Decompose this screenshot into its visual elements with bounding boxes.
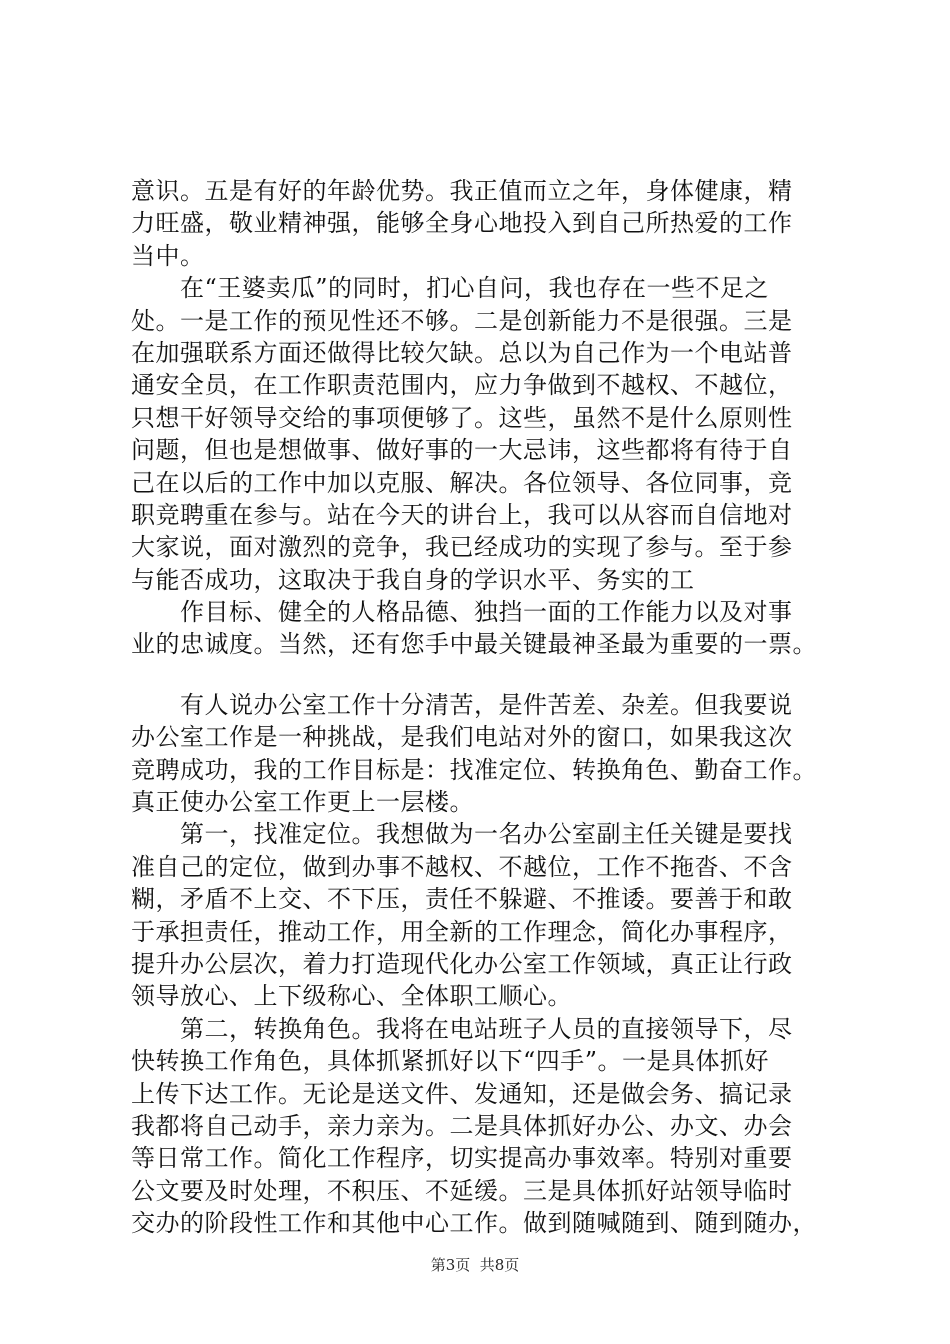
paragraph (131, 818, 856, 1012)
body-text (131, 175, 856, 1240)
text-line: 交办的阶段性工作和其他中心工作。做到随喊随到、随到随办， (131, 1209, 817, 1238)
paragraph (131, 1013, 856, 1240)
text-line: 竞聘成功，我的工作目标是：找准定位、转换角色、勤奋工作。 (131, 755, 817, 784)
text-line: 与能否成功，这取决于我自身的学识水平、务实的工 (131, 565, 695, 594)
text-line: 职竞聘重在参与。站在今天的讲台上，我可以从容而自信地对 (131, 500, 793, 529)
text-line: 当中。 (131, 241, 205, 270)
text-line: 第二，转换角色。我将在电站班子人员的直接领导下，尽 (131, 1014, 793, 1043)
text-line: 作目标、健全的人格品德、独挡一面的工作能力以及对事 (131, 598, 793, 627)
text-line: 准自己的定位，做到办事不越权、不越位，工作不拖沓、不含 (131, 852, 793, 881)
text-line: 在“王婆卖瓜”的同时，扪心自问，我也存在一些不足之 (131, 274, 770, 303)
text-line: 糊，矛盾不上交、不下压，责任不躲避、不推诿。要善于和敢 (131, 885, 793, 914)
paragraph (131, 689, 856, 819)
text-line: 只想干好领导交给的事项便够了。这些，虽然不是什么原则性 (131, 403, 793, 432)
text-line: 力旺盛，敬业精神强，能够全身心地投入到自己所热爱的工作 (131, 209, 793, 238)
text-line: 快转换工作角色，具体抓紧抓好以下“四手”。一是具体抓好 (131, 1047, 770, 1076)
text-line: 大家说，面对激烈的竞争，我已经成功的实现了参与。至于参 (131, 533, 793, 562)
text-line: 意识。五是有好的年龄优势。我正值而立之年，身体健康，精 (131, 177, 793, 205)
page-footer: 第3页 共8页 (430, 1256, 520, 1274)
text-line: 在加强联系方面还做得比较欠缺。总以为自己作为一个电站普 (131, 338, 793, 367)
text-line: 处。一是工作的预见性还不够。二是创新能力不是很强。三是 (131, 306, 793, 335)
text-line: 我都将自己动手，亲力亲为。二是具体抓好办公、办文、办会 (131, 1111, 793, 1140)
paragraph (131, 175, 856, 272)
text-line: 真正使办公室工作更上一层楼。 (131, 788, 474, 817)
text-line: 己在以后的工作中加以克服、解决。各位领导、各位同事，竞 (131, 468, 793, 497)
text-line: 业的忠诚度。当然，还有您手中最关键最神圣最为重要的一票。 (131, 630, 817, 659)
text-line: 等日常工作。简化工作程序，切实提高办事效率。特别对重要 (131, 1144, 793, 1173)
text-line: 于承担责任，推动工作，用全新的工作理念，简化办事程序， (131, 917, 793, 946)
text-line: 提升办公层次，着力打造现代化办公室工作领域，真正让行政 (131, 949, 793, 978)
paragraph (131, 272, 856, 596)
text-line: 第一，找准定位。我想做为一名办公室副主任关键是要找 (131, 820, 793, 849)
text-line: 通安全员，在工作职责范围内，应力争做到不越权、不越位， (131, 371, 793, 400)
paragraph-gap (131, 661, 856, 689)
text-line: 领导放心、上下级称心、全体职工顺心。 (131, 982, 572, 1011)
text-line: 公文要及时处理，不积压、不延缓。三是具体抓好站领导临时 (131, 1176, 793, 1205)
text-line: 上传下达工作。无论是送文件、发通知，还是做会务、搞记录 (131, 1079, 793, 1108)
text-line: 问题，但也是想做事、做好事的一大忌讳，这些都将有待于自 (131, 436, 793, 465)
text-line: 有人说办公室工作十分清苦，是件苦差、杂差。但我要说 (131, 690, 793, 719)
paragraph (131, 596, 856, 661)
text-line: 办公室工作是一种挑战，是我们电站对外的窗口，如果我这次 (131, 723, 793, 752)
